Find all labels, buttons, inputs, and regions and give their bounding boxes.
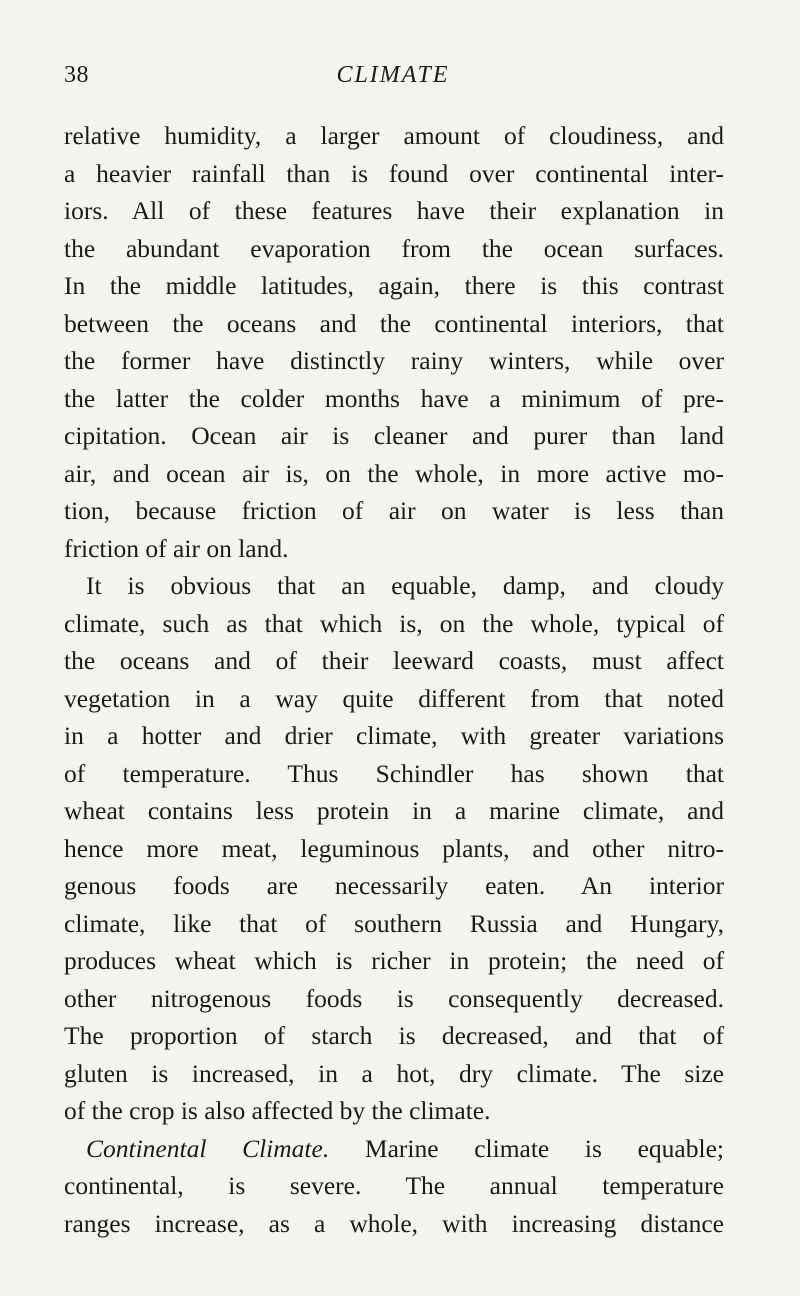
text-line: It is obvious that an equable, damp, and cloudy <box>86 571 724 600</box>
text-line: iors. All of these features have their explanation in <box>64 196 724 225</box>
text-line <box>64 1130 724 1168</box>
text-line: the latter the colder months have a minimum of pre- <box>64 383 724 413</box>
text-line: cipitation. Ocean air is cleaner and purer than land <box>64 421 724 450</box>
text-line: ranges increase, as a whole, with increasing distance <box>64 1208 724 1238</box>
text-line: continental, is severe. The annual temperature <box>64 1171 724 1200</box>
text-line: The proportion of starch is decreased, and that of <box>64 1021 724 1050</box>
paragraph-2 <box>64 567 724 1130</box>
text-line: In the middle latitudes, again, there is this contrast <box>64 271 724 300</box>
paragraph-1 <box>64 117 724 567</box>
text-line: produces wheat which is richer in protein; the need of <box>64 946 724 975</box>
running-head <box>64 62 708 96</box>
running-title: CLIMATE <box>336 62 450 88</box>
text-line: climate, such as that which is, on the whole, typical of <box>64 608 724 638</box>
text-line: wheat contains less protein in a marine climate, and <box>64 796 724 825</box>
paragraph-3 <box>64 1130 724 1243</box>
text-line: gluten is increased, in a hot, dry climate. The size <box>64 1058 724 1088</box>
text-line: relative humidity, a larger amount of cloudiness, and <box>64 121 724 150</box>
text-line: between the oceans and the continental interiors, that <box>64 308 724 338</box>
text-line: hence more meat, leguminous plants, and other nitro- <box>64 833 724 863</box>
heading-line-rest: Marine climate is equable; <box>329 1133 724 1163</box>
page-number: 38 <box>64 62 89 88</box>
text-line: friction of air on land. <box>64 533 289 563</box>
text-line: air, and ocean air is, on the whole, in more active mo- <box>64 458 724 488</box>
text-line: climate, like that of southern Russia and Hungary, <box>64 908 724 938</box>
text-line: of temperature. Thus Schindler has shown that <box>64 758 724 788</box>
text-line: genous foods are necessarily eaten. An interior <box>64 871 724 900</box>
text-line: tion, because friction of air on water is less than <box>64 496 724 525</box>
body-text <box>64 117 724 1242</box>
text-line: the oceans and of their leeward coasts, must affect <box>64 646 724 675</box>
text-line: of the crop is also affected by the climate. <box>64 1096 491 1125</box>
text-line: the abundant evaporation from the ocean surfaces. <box>64 233 724 263</box>
text-line: other nitrogenous foods is consequently decreased. <box>64 983 724 1013</box>
text-line: a heavier rainfall than is found over continental inter- <box>64 158 724 188</box>
text-line: vegetation in a way quite different from that noted <box>64 683 724 713</box>
section-heading: Continental Climate. <box>86 1133 330 1163</box>
text-line: the former have distinctly rainy winters, while over <box>64 346 724 375</box>
text-line: in a hotter and drier climate, with greater variations <box>64 721 724 750</box>
